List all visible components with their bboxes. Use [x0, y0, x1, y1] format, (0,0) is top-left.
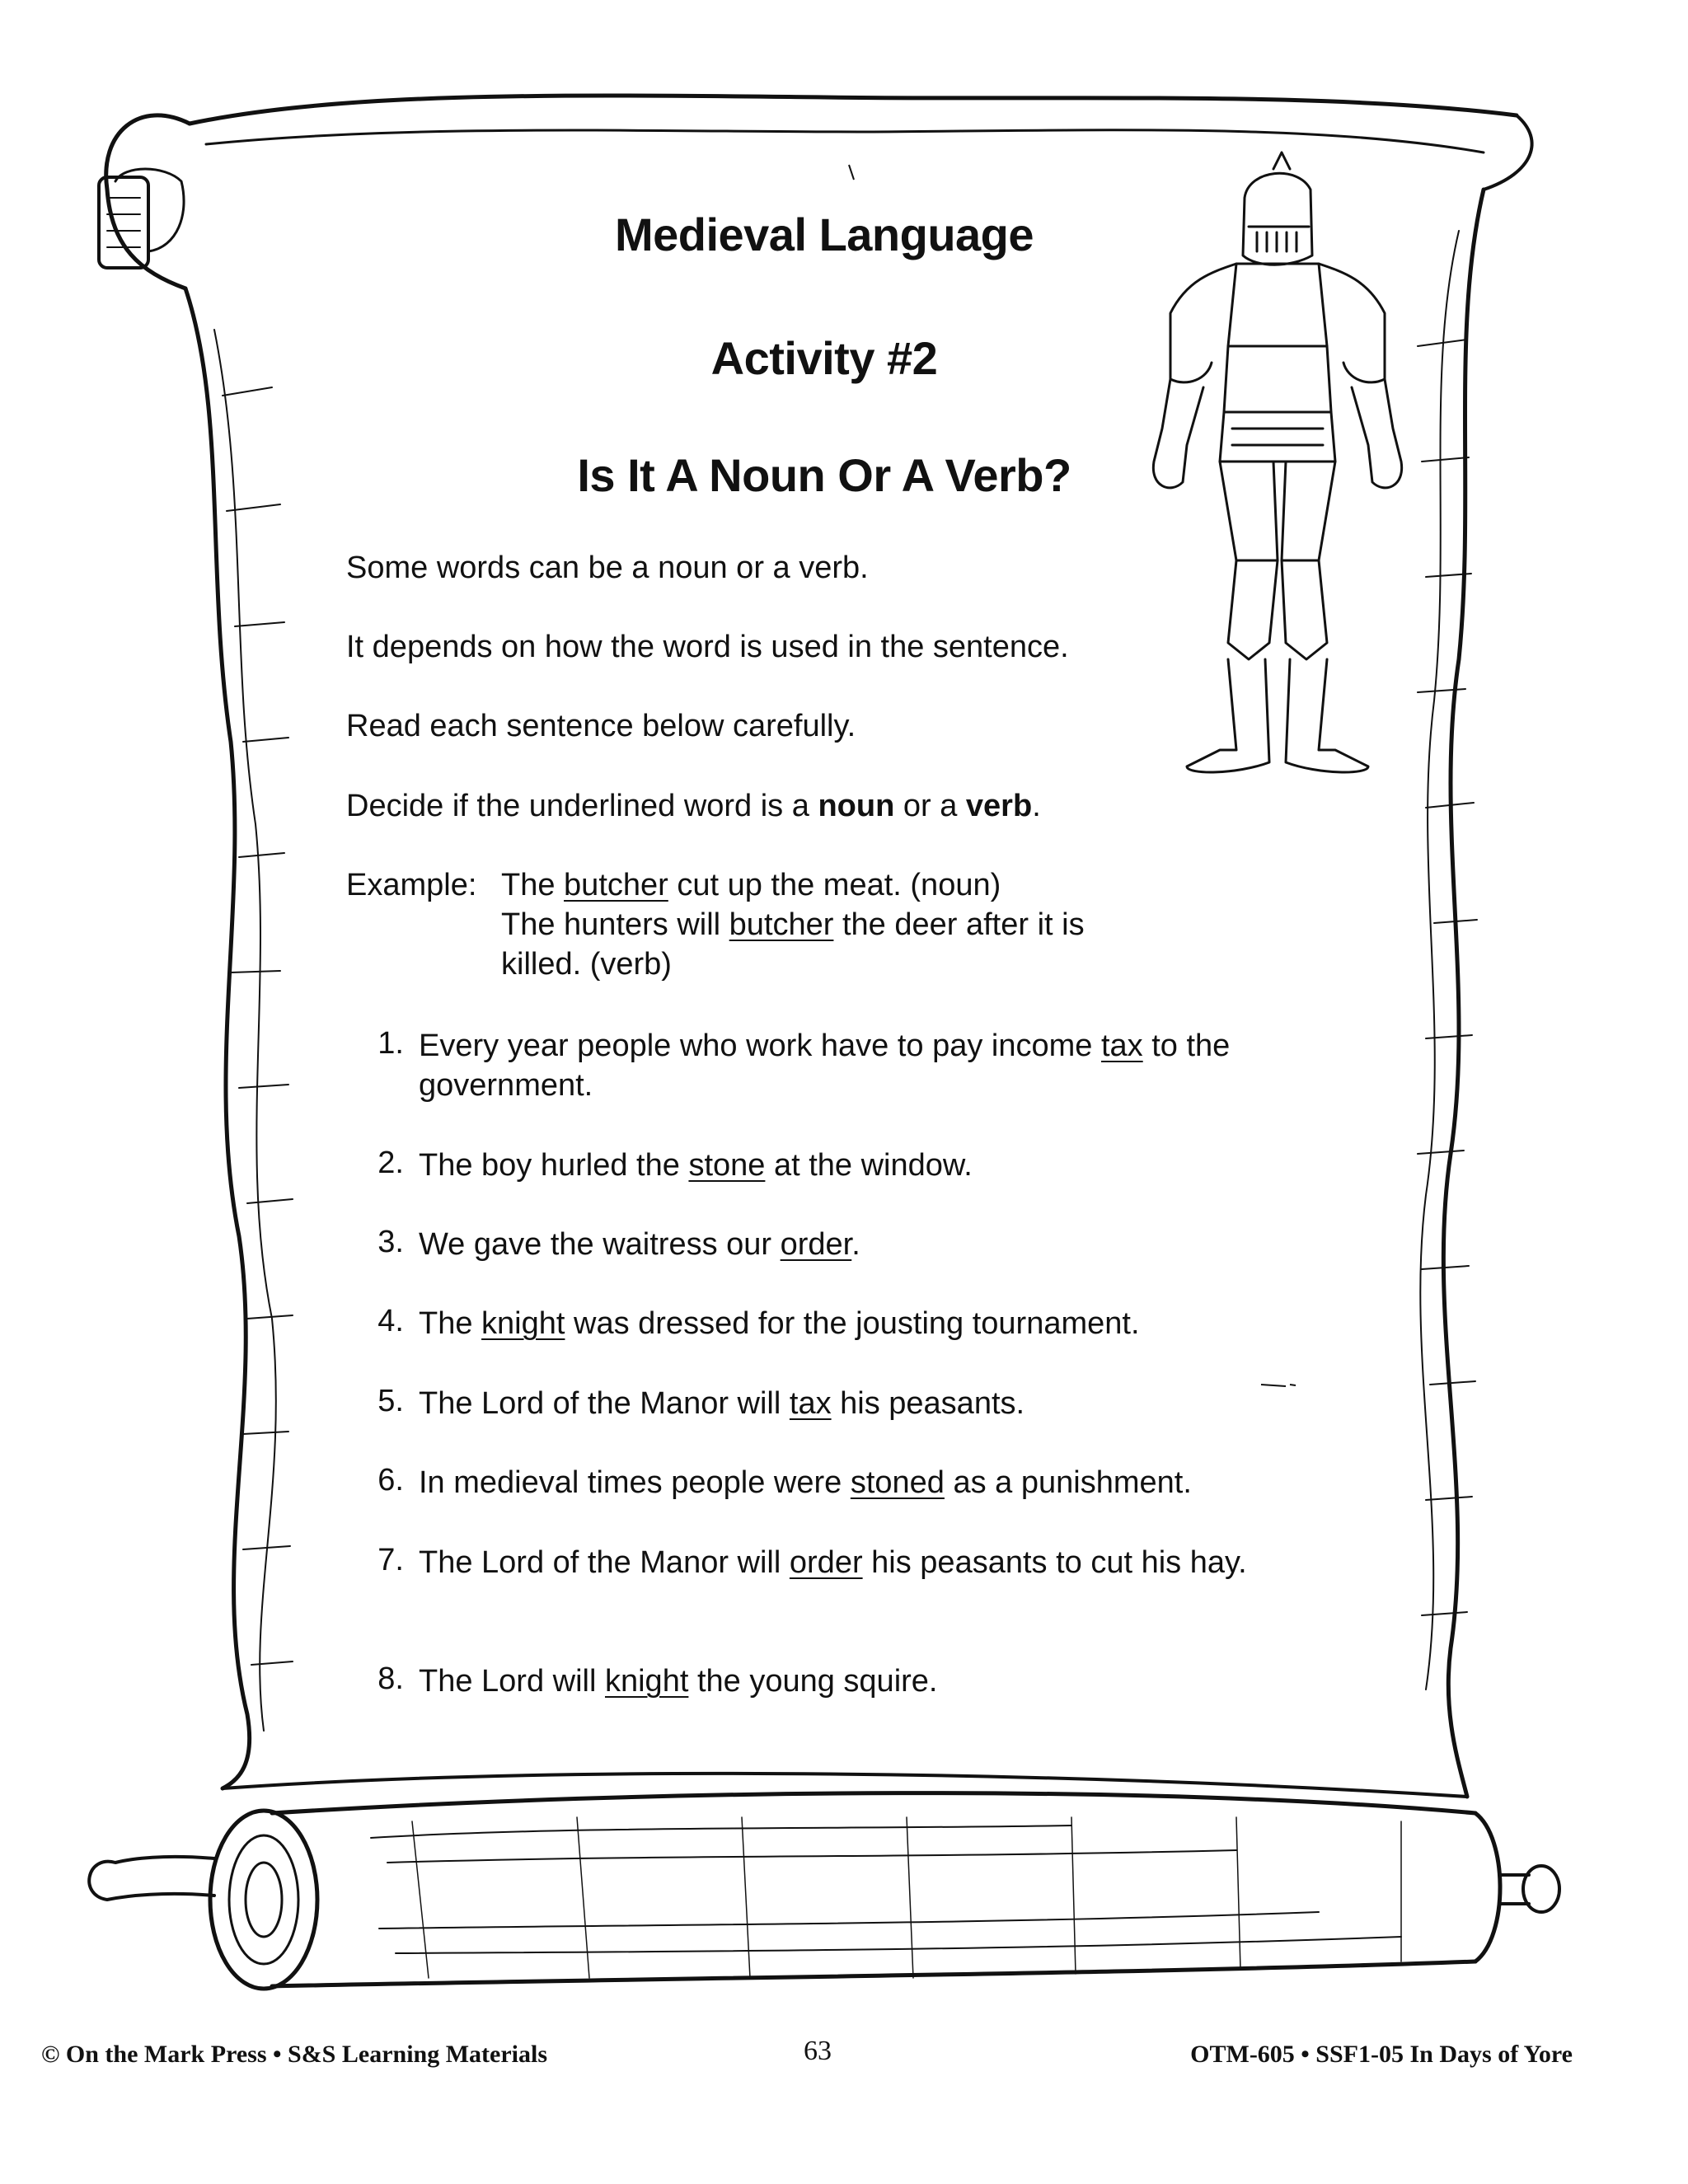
- page-title: Medieval Language: [614, 209, 1034, 260]
- item-number: 7.: [377, 1543, 404, 1577]
- noun-label: noun: [818, 789, 895, 823]
- intro-line-4-mid: or a: [894, 789, 966, 823]
- item-text-post: the young squire.: [688, 1664, 938, 1699]
- example-label: Example:: [346, 868, 477, 902]
- item-underlined-word: stoned: [850, 1465, 945, 1500]
- item-text-pre: Every year people who work have to pay income: [419, 1029, 1101, 1063]
- item-underlined-word: knight: [481, 1306, 565, 1341]
- item-text-post: as a punishment.: [944, 1465, 1192, 1500]
- item-underlined-word: order: [780, 1227, 852, 1262]
- example-2-pre: The hunters will: [501, 907, 729, 942]
- item-underlined-word: tax: [1100, 1029, 1143, 1063]
- item-text-pre: We gave the waitress our: [419, 1227, 781, 1262]
- item-underlined-word: stone: [688, 1148, 766, 1183]
- example-1-word: butcher: [564, 868, 668, 902]
- item-text-post: was dressed for the jousting tournament.: [565, 1306, 1140, 1341]
- knight-illustration: [1153, 152, 1401, 772]
- footer-publisher: © On the Mark Press • S&S Learning Materials: [41, 2041, 547, 2068]
- item-number: 5.: [377, 1384, 404, 1418]
- item-underlined-word: order: [789, 1545, 863, 1580]
- item-text-pre: The boy hurled the: [419, 1148, 689, 1183]
- item-text-pre: The Lord of the Manor will: [419, 1386, 790, 1421]
- item-text-pre: The Lord of the Manor will: [419, 1545, 790, 1580]
- intro-line-2: It depends on how the word is used in the sentence.: [346, 630, 1069, 664]
- intro-line-4: [346, 789, 1041, 824]
- item-text-post: to the government.: [419, 1029, 1231, 1103]
- item-number: 6.: [377, 1463, 404, 1497]
- item-text-pre: The Lord will: [419, 1664, 605, 1699]
- question-title: Is It A Noun Or A Verb?: [577, 449, 1071, 501]
- intro-line-4-pre: Decide if the underlined word is a: [346, 789, 818, 823]
- item-text-post: his peasants.: [831, 1386, 1025, 1421]
- example-2-post: the deer after it is: [833, 907, 1085, 942]
- example-sentence-2-cont: killed. (verb): [501, 947, 672, 982]
- activity-title: Activity #2: [710, 332, 938, 384]
- scroll-roll-end: [210, 1811, 317, 1989]
- item-number: 1.: [377, 1026, 404, 1061]
- example-1-post: cut up the meat. (noun): [668, 868, 1001, 902]
- footer-product-code: OTM-605 • SSF1-05 In Days of Yore: [1190, 2041, 1573, 2068]
- item-number: 8.: [377, 1661, 404, 1696]
- item-text-pre: The: [419, 1306, 482, 1341]
- example-1-pre: The: [501, 868, 565, 902]
- intro-line-4-post: .: [1032, 789, 1041, 823]
- item-number: 2.: [377, 1146, 404, 1180]
- page-number: 63: [804, 2036, 832, 2066]
- item-underlined-word: knight: [604, 1664, 689, 1699]
- example-sentence-1: [501, 868, 1001, 903]
- item-text-post: his peasants to cut his hay.: [862, 1545, 1247, 1580]
- item-text-pre: In medieval times people were: [419, 1465, 851, 1500]
- item-text-post: .: [851, 1227, 860, 1262]
- item-text-post: at the window.: [765, 1148, 973, 1183]
- item-number: 4.: [377, 1304, 404, 1338]
- example-2-word: butcher: [729, 907, 834, 942]
- intro-line-3: Read each sentence below carefully.: [346, 709, 856, 743]
- example-sentence-2: [501, 907, 1085, 943]
- item-number: 3.: [377, 1225, 404, 1259]
- verb-label: verb: [965, 789, 1033, 823]
- item-underlined-word: tax: [789, 1386, 832, 1421]
- intro-line-1: Some words can be a noun or a verb.: [346, 551, 869, 585]
